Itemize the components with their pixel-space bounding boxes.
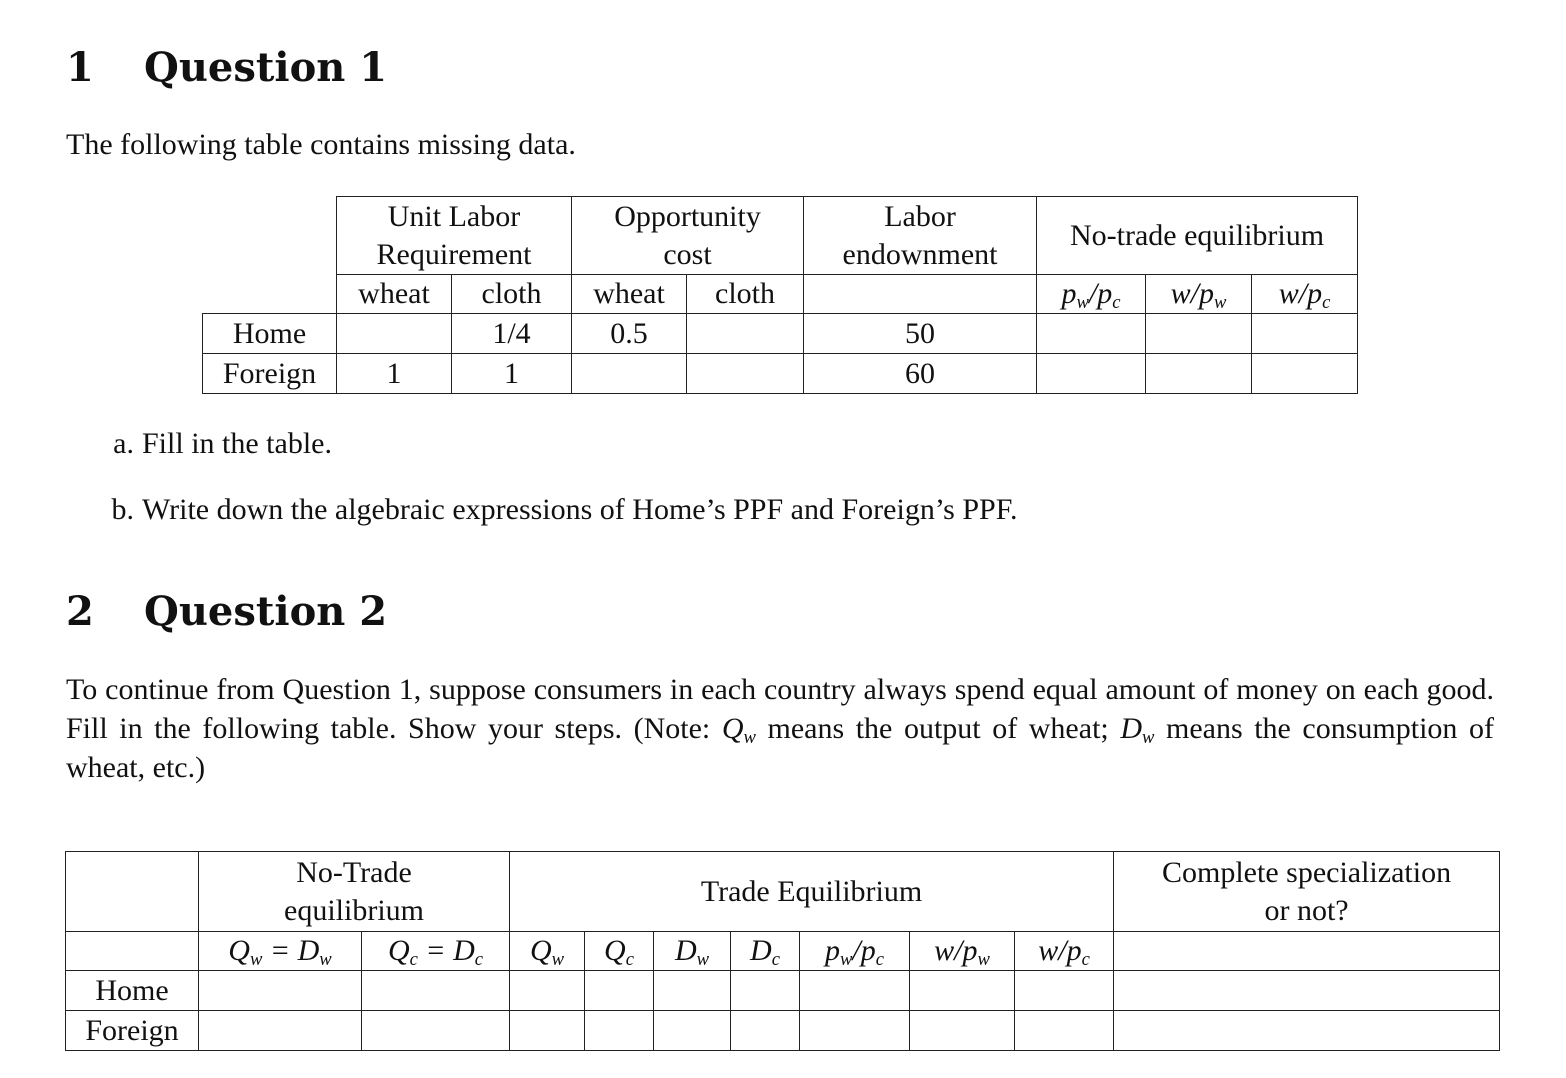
home-oc-cloth-cell <box>687 314 804 354</box>
foreign-w-pw-cell <box>1146 354 1252 394</box>
empty-cell <box>910 971 1015 1011</box>
opportunity-cost-header-line1: Opportunity <box>614 199 761 233</box>
dc-header <box>731 932 800 971</box>
question-1-table <box>202 196 1358 394</box>
empty-cell <box>199 1011 362 1051</box>
foreign-w-pc-cell <box>1252 354 1358 394</box>
home-w-pw-cell <box>1146 314 1252 354</box>
table-row-home <box>203 314 1358 354</box>
home-ulr-cloth-cell: 1/4 <box>452 314 572 354</box>
w-pw-header <box>1146 275 1252 314</box>
table-row-foreign <box>203 354 1358 394</box>
math-dc: $D_c$ <box>750 934 780 971</box>
foreign-ulr-wheat-cell: 1 <box>337 354 452 394</box>
home-oc-wheat-cell: 0.5 <box>572 314 687 354</box>
blank-cell <box>203 275 337 314</box>
math-qc: $Q_c$ <box>604 934 634 971</box>
para-part-2: means the output of wheat; <box>755 712 1121 745</box>
empty-cell <box>199 971 362 1011</box>
row-label-foreign: Foreign <box>66 1011 199 1051</box>
complete-header-line1: Complete specialization <box>1162 855 1452 889</box>
math-qw-eq-dw: $Q_w = D_w$ <box>228 934 332 971</box>
empty-cell <box>731 1011 800 1051</box>
no-trade-header-line2: equilibrium <box>284 893 424 927</box>
empty-cell <box>510 971 585 1011</box>
oc-cloth-header: cloth <box>687 275 804 314</box>
empty-cell <box>585 971 654 1011</box>
labor-subheader-empty <box>804 275 1037 314</box>
foreign-ulr-cloth-cell: 1 <box>452 354 572 394</box>
unit-labor-header <box>337 197 572 275</box>
section-number: 2 <box>66 588 94 635</box>
empty-cell <box>1114 971 1500 1011</box>
math-note-dw: $D_w$ <box>1120 712 1155 749</box>
qc-eq-dc-header <box>362 932 510 971</box>
list-text-b: Write down the algebraic expressions of Home’s PPF and Foreign’s PPF. <box>142 493 1018 526</box>
table-row-foreign <box>66 1011 1500 1051</box>
w-pc-header <box>1015 932 1114 971</box>
foreign-labor-cell: 60 <box>804 354 1037 394</box>
question-2-paragraph <box>66 670 1494 787</box>
opportunity-cost-header <box>572 197 804 275</box>
empty-cell <box>362 971 510 1011</box>
complete-subheader-empty <box>1114 932 1500 971</box>
section-number: 1 <box>66 44 94 91</box>
qc-header <box>585 932 654 971</box>
dw-header <box>654 932 731 971</box>
header-row <box>66 852 1500 932</box>
no-trade-equilibrium-header: No-trade equilibrium <box>1037 197 1358 275</box>
math-qw: $Q_w$ <box>529 934 565 971</box>
math-pw-pc: $p_w/p_c$ <box>1061 277 1121 314</box>
foreign-oc-wheat-cell <box>572 354 687 394</box>
list-marker-b: b. <box>111 493 134 526</box>
foreign-oc-cloth-cell <box>687 354 804 394</box>
labor-endowment-header-line1: Labor <box>884 199 956 233</box>
home-ulr-wheat-cell <box>337 314 452 354</box>
section-2-heading <box>66 588 387 636</box>
ulr-cloth-header: cloth <box>452 275 572 314</box>
qw-eq-dw-header <box>199 932 362 971</box>
question-1-intro: The following table contains missing data. <box>66 128 576 161</box>
table-row-home <box>66 971 1500 1011</box>
pw-pc-header <box>1037 275 1146 314</box>
empty-cell <box>1114 1011 1500 1051</box>
empty-cell <box>1015 1011 1114 1051</box>
complete-header-line2: or not? <box>1264 893 1349 927</box>
foreign-pw-pc-cell <box>1037 354 1146 394</box>
unit-labor-header-line2: Requirement <box>376 237 532 271</box>
oc-wheat-header: wheat <box>572 275 687 314</box>
unit-labor-header-line1: Unit Labor <box>387 199 521 233</box>
w-pw-header <box>910 932 1015 971</box>
list-item-a <box>92 425 332 463</box>
header-row <box>203 197 1358 275</box>
no-trade-header <box>199 852 510 932</box>
para-part-3: means the consumption of wheat, etc.) <box>66 712 1495 784</box>
empty-cell <box>800 1011 910 1051</box>
math-w-pc: $w/p_c$ <box>1038 934 1090 971</box>
math-qc-eq-dc: $Q_c = D_c$ <box>387 934 484 971</box>
trade-equilibrium-header: Trade Equilibrium <box>510 852 1114 932</box>
w-pc-header <box>1252 275 1358 314</box>
blank-corner <box>203 197 337 275</box>
pw-pc-header <box>800 932 910 971</box>
empty-cell <box>910 1011 1015 1051</box>
section-1-heading <box>66 44 387 92</box>
no-trade-header-line1: No-Trade <box>296 855 412 889</box>
labor-endowment-header-line2: endownment <box>842 237 998 271</box>
question-2-table <box>65 851 1500 1051</box>
empty-cell <box>654 971 731 1011</box>
subheader-row <box>203 275 1358 314</box>
empty-cell <box>800 971 910 1011</box>
math-dw: $D_w$ <box>674 934 710 971</box>
para-part-1: To continue from Question 1, suppose consumers in each country always spend equal amount of money on each good. Fill in the following table. Show your steps. (Note: <box>66 673 1494 745</box>
complete-specialization-header <box>1114 852 1500 932</box>
blank-cell <box>66 932 199 971</box>
empty-cell <box>585 1011 654 1051</box>
qw-header <box>510 932 585 971</box>
math-note-qw: $Q_w$ <box>721 712 756 749</box>
math-pw-pc: $p_w/p_c$ <box>825 934 885 971</box>
empty-cell <box>362 1011 510 1051</box>
labor-endowment-header <box>804 197 1037 275</box>
subheader-row <box>66 932 1500 971</box>
math-w-pw: $w/p_w$ <box>934 934 990 971</box>
row-label-home: Home <box>203 314 337 354</box>
math-w-pc: $w/p_c$ <box>1278 277 1331 314</box>
home-pw-pc-cell <box>1037 314 1146 354</box>
home-w-pc-cell <box>1252 314 1358 354</box>
empty-cell <box>510 1011 585 1051</box>
home-labor-cell: 50 <box>804 314 1037 354</box>
empty-cell <box>1015 971 1114 1011</box>
opportunity-cost-header-line2: cost <box>663 237 712 271</box>
list-marker-a: a. <box>113 427 134 460</box>
section-title: Question 2 <box>144 588 388 635</box>
list-text-a: Fill in the table. <box>142 427 332 460</box>
empty-cell <box>654 1011 731 1051</box>
math-w-pw: $w/p_w$ <box>1170 277 1227 314</box>
ulr-wheat-header: wheat <box>337 275 452 314</box>
section-title: Question 1 <box>144 44 388 91</box>
list-item-b <box>92 491 1017 529</box>
empty-cell <box>731 971 800 1011</box>
corner-cell <box>66 852 199 932</box>
row-label-foreign: Foreign <box>203 354 337 394</box>
row-label-home: Home <box>66 971 199 1011</box>
